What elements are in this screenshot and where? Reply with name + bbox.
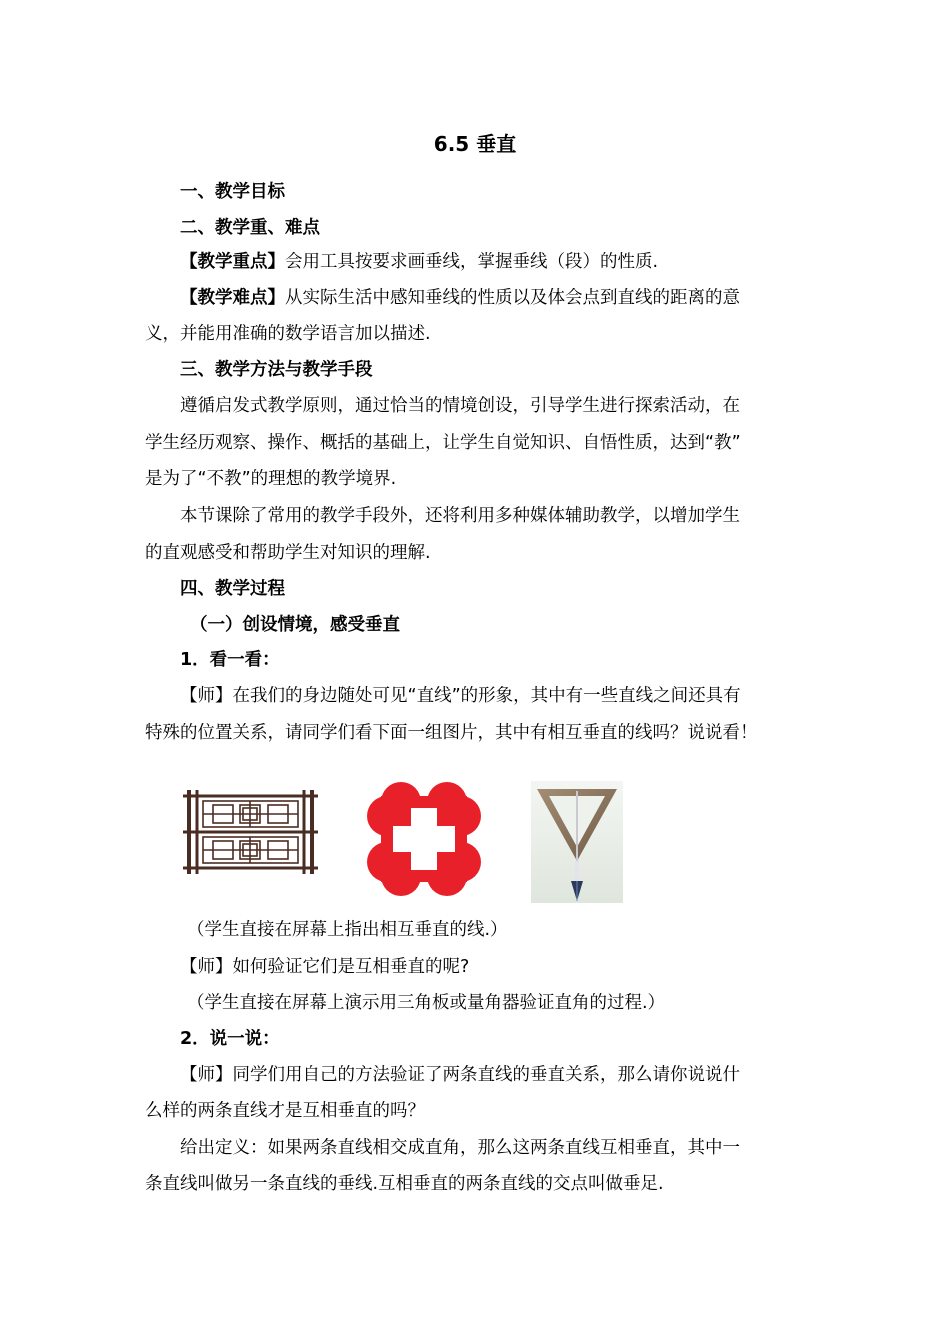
student-note-1: （学生直接在屏幕上指出相互垂直的线.）: [187, 920, 508, 940]
student-note-2: （学生直接在屏幕上演示用三角板或量角器验证直角的过程.）: [187, 993, 666, 1013]
definition-line-1: 给出定义：如果两条直线相交成直角，那么这两条直线互相垂直，其中一: [180, 1138, 740, 1158]
difficulty-text-line-2: 义，并能用准确的数学语言加以描述.: [145, 324, 431, 344]
lattice-window-image: [183, 790, 318, 874]
page-title: 6.5 垂直: [433, 132, 517, 156]
methods-paragraph-line-1: 遵循启发式教学原则，通过恰当的情境创设，引导学生进行探索活动，在: [180, 396, 740, 416]
plumb-triangle-image: [531, 781, 623, 903]
methods-paragraph-line-3: 是为了“不教”的理想的教学境界.: [145, 469, 397, 489]
media-paragraph-line-2: 的直观感受和帮助学生对知识的理解.: [145, 543, 431, 563]
section-heading-methods: 三、教学方法与教学手段: [180, 360, 373, 380]
section-heading-objectives: 一、教学目标: [180, 182, 285, 202]
teacher-text-1-line-1: 【师】在我们的身边随处可见“直线”的形象，其中有一些直线之间还具有: [180, 686, 741, 706]
section-heading-process: 四、教学过程: [180, 579, 285, 599]
difficulty-paragraph: [180, 286, 740, 310]
teacher-text-3-line-2: 么样的两条直线才是互相垂直的吗？: [145, 1101, 425, 1121]
key-point-paragraph: [180, 250, 658, 274]
teacher-text-2: 【师】如何验证它们是互相垂直的呢?: [180, 957, 470, 977]
teacher-text-3-line-1: 【师】同学们用自己的方法验证了两条直线的垂直关系，那么请你说说什: [180, 1065, 740, 1085]
difficulty-label: 【教学难点】: [180, 288, 285, 308]
red-cross-image: [365, 780, 483, 898]
teacher-text-1-line-2: 特殊的位置关系，请同学们看下面一组图片，其中有相互垂直的线吗？说说看！: [145, 723, 758, 743]
definition-line-2: 条直线叫做另一条直线的垂线.互相垂直的两条直线的交点叫做垂足.: [145, 1174, 664, 1194]
key-point-text: 会用工具按要求画垂线，掌握垂线（段）的性质.: [285, 252, 659, 272]
section-heading-key-points: 二、教学重、难点: [180, 218, 320, 238]
methods-paragraph-line-2: 学生经历观察、操作、概括的基础上，让学生自觉知识、自悟性质，达到“教”: [145, 433, 741, 453]
media-paragraph-line-1: 本节课除了常用的教学手段外，还将利用多种媒体辅助教学，以增加学生: [180, 506, 740, 526]
step-1-heading: 1．看一看：: [180, 650, 280, 670]
key-point-label: 【教学重点】: [180, 252, 285, 272]
subsection-heading-1: （一）创设情境，感受垂直: [190, 615, 400, 635]
difficulty-text-line-1: 从实际生活中感知垂线的性质以及体会点到直线的距离的意: [285, 288, 740, 308]
step-2-heading: 2．说一说：: [180, 1029, 280, 1049]
